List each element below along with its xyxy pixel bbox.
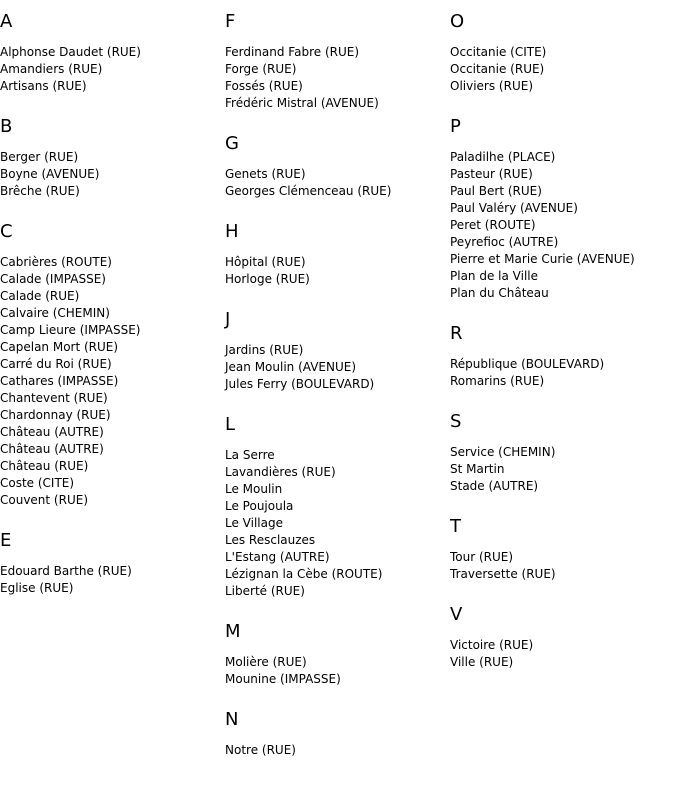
street-item: République (BOULEVARD) [450, 357, 605, 371]
section-letter-heading: N [225, 709, 239, 730]
section-letter-heading: H [225, 221, 239, 242]
street-item: Lavandières (RUE) [225, 465, 336, 479]
street-item: Le Poujoula [225, 499, 294, 513]
index-column [225, 10, 450, 779]
street-item: Genets (RUE) [225, 167, 306, 181]
section-letter-heading: T [450, 516, 461, 537]
street-item: Victoire (RUE) [450, 638, 534, 652]
street-item: Peyrefioc (AUTRE) [450, 235, 559, 249]
street-item: Jardins (RUE) [225, 343, 304, 357]
index-column [450, 10, 675, 691]
street-item: Calvaire (CHEMIN) [0, 306, 110, 320]
street-item: Ferdinand Fabre (RUE) [225, 45, 360, 59]
street-item: Georges Clémenceau (RUE) [225, 184, 392, 198]
letter-section [450, 410, 675, 495]
section-letter-heading: C [0, 221, 13, 242]
street-item: Cathares (IMPASSE) [0, 374, 119, 388]
street-item: Le Moulin [225, 482, 283, 496]
street-item: Capelan Mort (RUE) [0, 340, 119, 354]
street-item: Amandiers (RUE) [0, 62, 103, 76]
letter-section [225, 10, 450, 112]
street-item: Ville (RUE) [450, 655, 514, 669]
street-item: Stade (AUTRE) [450, 479, 539, 493]
street-item: Château (AUTRE) [0, 425, 104, 439]
letter-section [450, 515, 675, 583]
section-letter-heading: G [225, 133, 239, 154]
section-letter-heading: P [450, 116, 461, 137]
street-item: Paul Bert (RUE) [450, 184, 542, 198]
section-letter-heading: F [225, 11, 236, 32]
street-item: Les Resclauzes [225, 533, 316, 547]
street-item: Liberté (RUE) [225, 584, 305, 598]
street-item: La Serre [225, 448, 275, 462]
letter-section [450, 10, 675, 95]
letter-section [225, 132, 450, 200]
letter-section [225, 220, 450, 288]
street-item: Paul Valéry (AVENUE) [450, 201, 578, 215]
street-item: Frédéric Mistral (AVENUE) [225, 96, 379, 110]
street-item: Occitanie (RUE) [450, 62, 545, 76]
street-item: Fossés (RUE) [225, 79, 303, 93]
street-item: Hôpital (RUE) [225, 255, 306, 269]
section-letter-heading: V [450, 604, 463, 625]
street-item: Molière (RUE) [225, 655, 307, 669]
street-item: Horloge (RUE) [225, 272, 310, 286]
section-letter-heading: J [225, 309, 231, 330]
street-item: Occitanie (CITE) [450, 45, 547, 59]
section-letter-heading: S [450, 411, 462, 432]
street-item: Notre (RUE) [225, 743, 296, 757]
section-letter-heading: E [0, 530, 12, 551]
street-item: Couvent (RUE) [0, 493, 89, 507]
street-item: Tour (RUE) [450, 550, 514, 564]
street-item: Château (AUTRE) [0, 442, 104, 456]
street-item: Paladilhe (PLACE) [450, 150, 556, 164]
street-item: Romarins (RUE) [450, 374, 545, 388]
street-item: Edouard Barthe (RUE) [0, 564, 132, 578]
letter-section [450, 322, 675, 390]
street-item: L'Estang (AUTRE) [225, 550, 330, 564]
street-item: Pasteur (RUE) [450, 167, 533, 181]
section-letter-heading: R [450, 323, 463, 344]
street-item: Plan du Château [450, 286, 549, 300]
street-item: St Martin [450, 462, 505, 476]
street-item: Artisans (RUE) [0, 79, 87, 93]
letter-section [225, 708, 450, 759]
street-item: Lézignan la Cèbe (ROUTE) [225, 567, 383, 581]
street-item: Traversette (RUE) [450, 567, 556, 581]
street-item: Alphonse Daudet (RUE) [0, 45, 141, 59]
street-item: Service (CHEMIN) [450, 445, 556, 459]
letter-section [0, 220, 225, 509]
street-item: Boyne (AVENUE) [0, 167, 100, 181]
letter-section [225, 413, 450, 600]
street-item: Plan de la Ville [450, 269, 538, 283]
street-item: Carré du Roi (RUE) [0, 357, 112, 371]
street-item: Château (RUE) [0, 459, 89, 473]
street-item: Coste (CITE) [0, 476, 75, 490]
street-item: Camp Lieure (IMPASSE) [0, 323, 141, 337]
section-letter-heading: M [225, 621, 241, 642]
street-item: Mounine (IMPASSE) [225, 672, 341, 686]
letter-section [0, 115, 225, 200]
letter-section [225, 620, 450, 688]
street-item: Jean Moulin (AVENUE) [225, 360, 357, 374]
letter-section [450, 603, 675, 671]
section-letter-heading: O [450, 11, 465, 32]
letter-section [0, 529, 225, 597]
street-item: Berger (RUE) [0, 150, 79, 164]
street-item: Peret (ROUTE) [450, 218, 536, 232]
street-item: Jules Ferry (BOULEVARD) [225, 377, 375, 391]
street-item: Cabrières (ROUTE) [0, 255, 112, 269]
street-item: Chardonnay (RUE) [0, 408, 111, 422]
section-letter-heading: L [225, 414, 236, 435]
letter-section [450, 115, 675, 302]
street-item: Calade (RUE) [0, 289, 80, 303]
street-item: Chantevent (RUE) [0, 391, 108, 405]
street-item: Calade (IMPASSE) [0, 272, 106, 286]
street-item: Eglise (RUE) [0, 581, 74, 595]
letter-section [225, 308, 450, 393]
section-letter-heading: B [0, 116, 13, 137]
letter-section [0, 10, 225, 95]
street-item: Brêche (RUE) [0, 184, 80, 198]
section-letter-heading: A [0, 11, 13, 32]
street-item: Le Village [225, 516, 283, 530]
street-item: Forge (RUE) [225, 62, 297, 76]
street-item: Pierre et Marie Curie (AVENUE) [450, 252, 635, 266]
street-item: Oliviers (RUE) [450, 79, 533, 93]
index-column [0, 10, 225, 617]
